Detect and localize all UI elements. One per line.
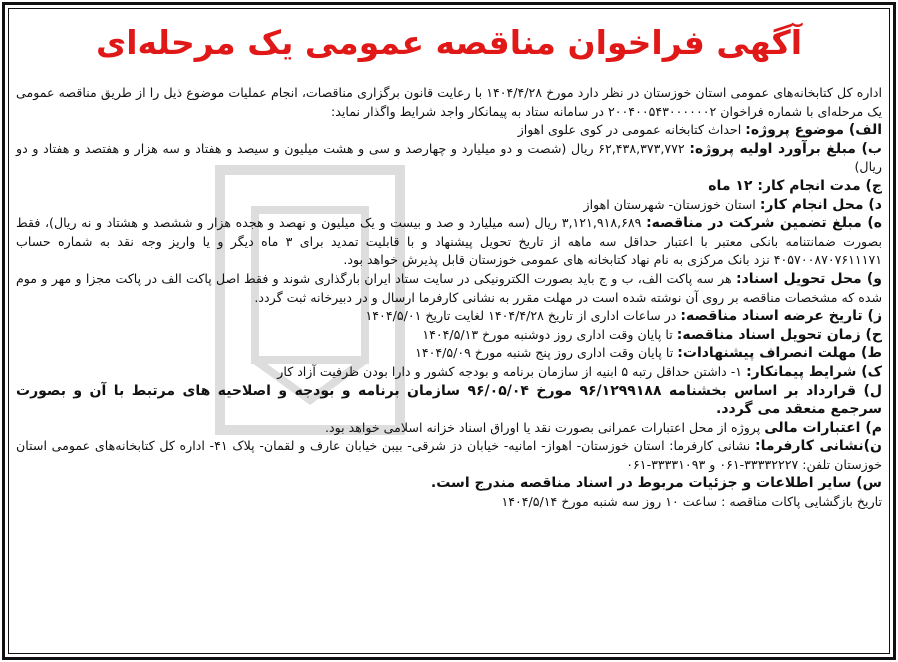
item-delivery-value: هر سه پاکت الف، ب و ج باید بصورت الکترونیکی در سایت ستاد ایران بارگذاری شوند و فقط اصل پاکت الف در پاکت مجزا و مهر و موم شده که مشخصات مناقصه بر روی آن نوشته شده است در مهلت مقرر به نشانی کارفرما ارسال و در دبیرخانه ثبت گردد. (16, 270, 882, 305)
item-subject-value: احداث کتابخانه عمومی در کوی علوی اهواز (517, 122, 746, 138)
item-contractor-value: ۱- داشتن حداقل رتبه ۵ ابنیه از سازمان برنامه و بودجه کشور و دارا بودن ظرفیت آزاد کار (277, 363, 747, 379)
item-contract (16, 382, 882, 419)
item-contract-label: ل) قرارداد بر اساس بخشنامه ۹۶/۱۲۹۹۱۸۸ مورخ ۹۶/۰۵/۰۴ سازمان برنامه و بودجه و اصلاحیه های مرتبط با آن و بصورت سرجمع منعقد می گردد. (16, 382, 883, 418)
item-address-label: ن)نشانی کارفرما: (755, 438, 882, 455)
item-contractor-label: ک) شرایط پیمانکار: (746, 363, 882, 380)
item-submit-date (16, 326, 882, 345)
item-duration (16, 177, 882, 196)
item-location-value: استان خوزستان- شهرستان اهواز (583, 196, 760, 212)
item-guarantee-label: ه) مبلغ تضمین شرکت در مناقصه: (646, 215, 883, 232)
item-offer-date (16, 307, 882, 326)
item-address-value: نشانی کارفرما: استان خوزستان- اهواز- امانیه- خیابان دز شرقی- بیبن خیابان عارف و لقمان- پلاک ۴۱- اداره کل کتابخانه‌های عمومی استان خوزستان تلفن: ۳۳۳۳۲۲۲۷-۰۶۱ و ۳۳۳۳۱۰۹۳-۰۶۱ (16, 438, 882, 472)
item-estimate-value: ۶۲,۴۳۸,۳۷۳,۷۷۲ ریال (شصت و دو میلیارد و چهارصد و سی و هشت میلیون و سیصد و هفتاد و سه هزار و هفتصد و هفتاد و دو ریال) (16, 140, 882, 175)
notice-title: آگهی فراخوان مناقصه عمومی یک مرحله‌ای (95, 23, 803, 62)
item-subject (16, 121, 882, 140)
item-funding-value: پروژه از محل اعتبارات عمرانی بصورت نقد یا اوراق اسناد خزانه اسلامی خواهد بود. (324, 419, 765, 435)
item-withdraw-date-label: ط) مهلت انصراف پیشنهادات: (677, 345, 882, 362)
opening-date: تاریخ بازگشایی پاکات مناقصه : ساعت ۱۰ روز سه شنبه مورخ ۱۴۰۴/۵/۱۴ (501, 494, 882, 510)
notice-body (16, 84, 882, 652)
intro-paragraph: اداره کل کتابخانه‌های عمومی استان خوزستان در نظر دارد مورخ ۱۴۰۴/۴/۲۸ با رعایت قانون برگزاری مناقصات، انجام عملیات موضوع ذیل را از طریق مناقصه عمومی یک مرحله‌ای با شماره فراخوان ۲۰۰۴۰۰۵۴۳۰۰۰۰۰۰۲ در سامانه ستاد به پیمانکار واجد شرایط واگذار نماید: (16, 85, 882, 119)
item-delivery-label: و) محل تحویل اسناد: (735, 270, 882, 287)
item-estimate (16, 140, 882, 177)
item-withdraw-date (16, 344, 882, 363)
item-offer-date-label: ز) تاریخ عرضه اسناد مناقصه: (680, 308, 882, 325)
item-estimate-label: ب) مبلغ برآورد اولیه پروژه: (689, 140, 882, 157)
item-location-label: د) محل انجام کار: (759, 196, 882, 213)
item-withdraw-date-value: تا پایان وقت اداری روز پنج شنبه مورخ ۱۴۰۴/۵/۰۹ (415, 345, 678, 361)
item-contractor (16, 363, 882, 382)
item-submit-date-value: تا پایان وقت اداری روز دوشنبه مورخ ۱۴۰۴/۵/۱۳ (422, 326, 677, 342)
item-guarantee (16, 214, 882, 270)
item-address (16, 437, 882, 474)
item-funding (16, 419, 882, 438)
item-offer-date-value: در ساعات اداری از تاریخ ۱۴۰۴/۴/۲۸ لغایت تاریخ ۱۴۰۴/۵/۰۱ (365, 308, 681, 324)
item-guarantee-value: ۳,۱۲۱,۹۱۸,۶۸۹ ریال (سه میلیارد و صد و بیست و یک میلیون و نهصد و هجده هزار و ششصد و هشتاد و نه ریال)، فقط بصورت ضمانتنامه بانکی معتبر با اعتبار حداقل سه ماهه از تاریخ تحویل پیشنهاد و با قابلیت تمدید برای ۳ ماه دیگر و یا واریز وجه نقد به شماره حساب ۴۰۵۷۰۰۸۷۰۷۶۱۱۱۷۱ نزد بانک مرکزی به نام نهاد کتابخانه های عمومی خوزستان قابل پذیرش خواهد بود. (16, 215, 882, 268)
item-delivery (16, 270, 882, 307)
item-other-info-label: س) سایر اطلاعات و جزئیات مربوط در اسناد مناقصه مندرج است. (430, 475, 882, 492)
item-funding-label: م) اعتبارات مالی (764, 419, 882, 436)
item-other-info (16, 474, 882, 493)
item-location (16, 196, 882, 215)
item-duration-label: ج) مدت انجام کار: ۱۲ ماه (708, 177, 882, 194)
item-submit-date-label: ح) زمان تحویل اسناد مناقصه: (676, 326, 882, 343)
item-subject-label: الف) موضوع پروژه: (745, 122, 882, 139)
